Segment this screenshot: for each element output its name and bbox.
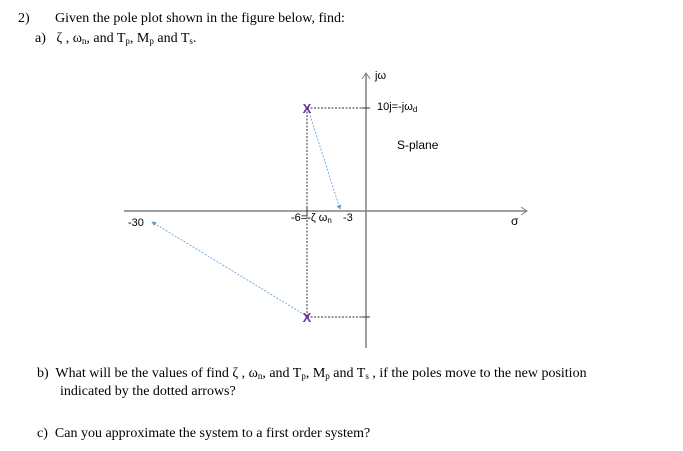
dotted-arrow-upper bbox=[309, 112, 340, 209]
pole-upper-icon: X bbox=[302, 101, 312, 116]
part-a-text: and T bbox=[153, 31, 190, 46]
sub: n bbox=[81, 36, 87, 46]
part-b-text: , and T bbox=[262, 366, 302, 381]
minus3-label: -3 bbox=[343, 212, 353, 224]
part-c-text: Can you approximate the system to a first order system? bbox=[54, 426, 371, 441]
part-b-text: , M bbox=[305, 366, 326, 381]
pole-lower-icon: X bbox=[302, 310, 312, 325]
wd-text: 10j=-jω bbox=[377, 101, 413, 113]
part-b-line2: indicated by the dotted arrows? bbox=[60, 384, 236, 399]
part-a-text: . bbox=[192, 31, 197, 46]
question-intro: Given the pole plot shown in the figure below, find: bbox=[55, 11, 345, 26]
sub: p bbox=[125, 36, 130, 46]
wd-sub: d bbox=[412, 105, 418, 114]
part-b-label: b) bbox=[37, 366, 49, 381]
part-b-text: , if the poles move to the new position bbox=[368, 366, 587, 381]
s-plane-label: S-plane bbox=[397, 138, 439, 152]
minus6-sub: n bbox=[327, 216, 332, 225]
sub: p bbox=[325, 371, 330, 381]
minus6-label bbox=[291, 212, 332, 225]
part-b-text: What will be the values of find ζ , ω bbox=[55, 366, 258, 381]
sub: p bbox=[301, 371, 306, 381]
part-c-label: c) bbox=[37, 426, 48, 441]
minus30-label: -30 bbox=[128, 217, 144, 229]
part-c bbox=[37, 426, 370, 442]
part-a-text: , and T bbox=[86, 31, 126, 46]
question-number: 2) bbox=[18, 11, 30, 26]
part-b-text: and T bbox=[329, 366, 366, 381]
minus6-text: -6=-ζ ω bbox=[291, 212, 328, 224]
dotted-arrow-lower bbox=[152, 222, 305, 315]
sub: s bbox=[365, 371, 369, 381]
part-a-label: a) bbox=[35, 31, 46, 46]
jw-label: jω bbox=[375, 70, 387, 82]
part-a-text: , M bbox=[129, 31, 150, 46]
sub: p bbox=[149, 36, 154, 46]
sigma-label: σ bbox=[511, 214, 519, 228]
sub: s bbox=[189, 36, 193, 46]
sub: n bbox=[257, 371, 263, 381]
wd-label bbox=[377, 101, 417, 114]
part-a-text: ζ , ω bbox=[56, 31, 82, 46]
part-b bbox=[37, 366, 587, 382]
